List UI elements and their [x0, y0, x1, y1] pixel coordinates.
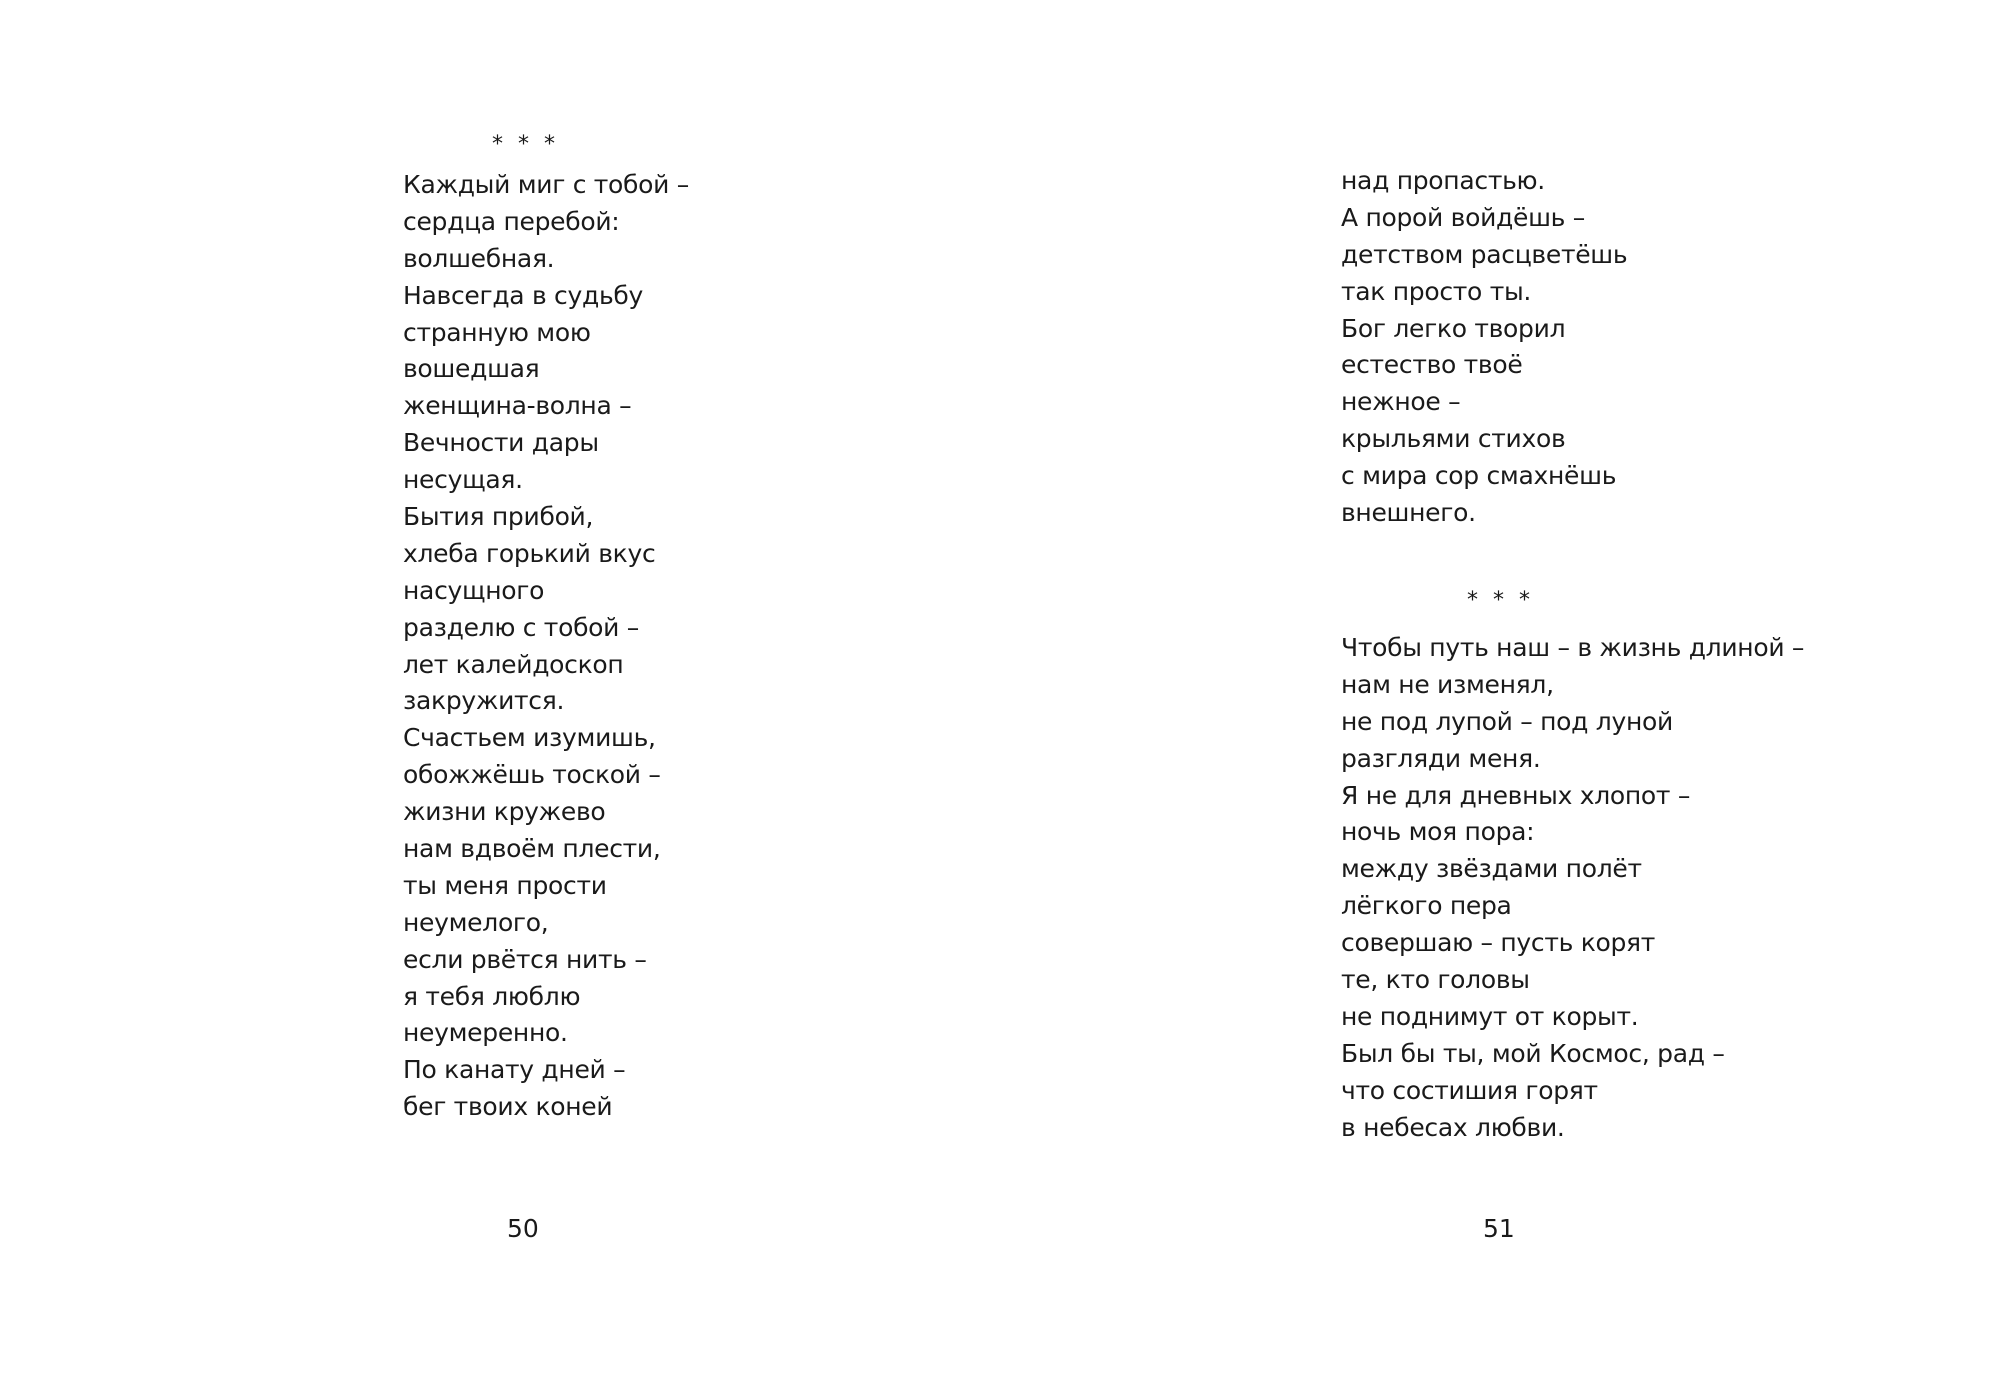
poem-line: неумеренно.: [403, 1018, 568, 1048]
poem-line: Каждый миг с тобой –: [403, 170, 689, 199]
poem-line: Бытия прибой,: [403, 502, 594, 532]
poem-line: Был бы ты, мой Космос, рад –: [1341, 1038, 1725, 1068]
poem-line: Навсегда в судьбу: [403, 280, 644, 310]
poem-line: не поднимут от корыт.: [1341, 1001, 1639, 1031]
poem-line: разделю с тобой –: [403, 612, 639, 642]
poem-line: крыльями стихов: [1341, 424, 1566, 454]
poem-text: [1341, 630, 1804, 1146]
poem-line: обожжёшь тоской –: [403, 760, 661, 790]
poem-line: в небесах любви.: [1341, 1112, 1565, 1142]
poem-line: так просто ты.: [1341, 276, 1532, 306]
poem-line: ночь моя пора:: [1341, 817, 1535, 847]
poem-line: не под лупой – под луной: [1341, 706, 1673, 736]
poem-line: я тебя люблю: [403, 981, 581, 1011]
poem-line: над пропастью.: [1341, 166, 1545, 195]
poem-line: бег твоих коней: [403, 1092, 613, 1122]
poem-line: совершаю – пусть корят: [1341, 928, 1656, 958]
poem-line: закружится.: [403, 686, 565, 716]
left-page: [0, 0, 1004, 1386]
poem-line: нам вдвоём плести,: [403, 834, 661, 864]
stanza-separator: * * *: [492, 132, 559, 157]
poem-line: Счастьем изумишь,: [403, 723, 656, 753]
poem-line: А порой войдёшь –: [1341, 202, 1585, 232]
poem-line: те, кто головы: [1341, 965, 1530, 995]
poem-line: разгляди меня.: [1341, 743, 1541, 773]
poem-line: лёгкого пера: [1341, 891, 1512, 921]
poem-line: Я не для дневных хлопот –: [1341, 780, 1691, 810]
poem-line: волшебная.: [403, 243, 555, 273]
page-number: 50: [507, 1214, 539, 1243]
poem-line: Чтобы путь наш – в жизнь длиной –: [1341, 633, 1805, 662]
poem-line: женщина-волна –: [403, 391, 632, 421]
poem-line: несущая.: [403, 465, 523, 495]
poem-line: между звёздами полёт: [1341, 854, 1642, 884]
poem-line: неумелого,: [403, 907, 549, 937]
poem-line: хлеба горький вкус: [403, 538, 656, 568]
poem-line: По канату дней –: [403, 1055, 626, 1085]
page-number: 51: [1483, 1214, 1515, 1243]
poem-line: естество твоё: [1341, 350, 1523, 380]
poem-continuation-text: [1341, 163, 1627, 532]
poem-line: что состишия горят: [1341, 1075, 1598, 1105]
poem-line: Бог легко творил: [1341, 313, 1566, 343]
poem-line: детством расцветёшь: [1341, 239, 1628, 269]
poem-line: жизни кружево: [403, 797, 606, 827]
poem-line: странную мою: [403, 317, 591, 347]
right-page: [1005, 0, 2009, 1386]
poem-line: Вечности дары: [403, 428, 599, 458]
poem-line: вошедшая: [403, 354, 540, 384]
poem-line: если рвётся нить –: [403, 944, 647, 974]
poem-line: нам не изменял,: [1341, 669, 1554, 699]
poem-line: ты меня прости: [403, 870, 607, 900]
poem-text: [403, 167, 689, 1126]
poem-line: насущного: [403, 575, 545, 605]
poem-line: нежное –: [1341, 387, 1461, 417]
poem-line: лет калейдоскоп: [403, 649, 624, 679]
poem-line: сердца перебой:: [403, 206, 620, 236]
poem-line: с мира сор смахнёшь: [1341, 461, 1617, 491]
stanza-separator: * * *: [1467, 588, 1534, 613]
poem-line: внешнего.: [1341, 498, 1476, 528]
